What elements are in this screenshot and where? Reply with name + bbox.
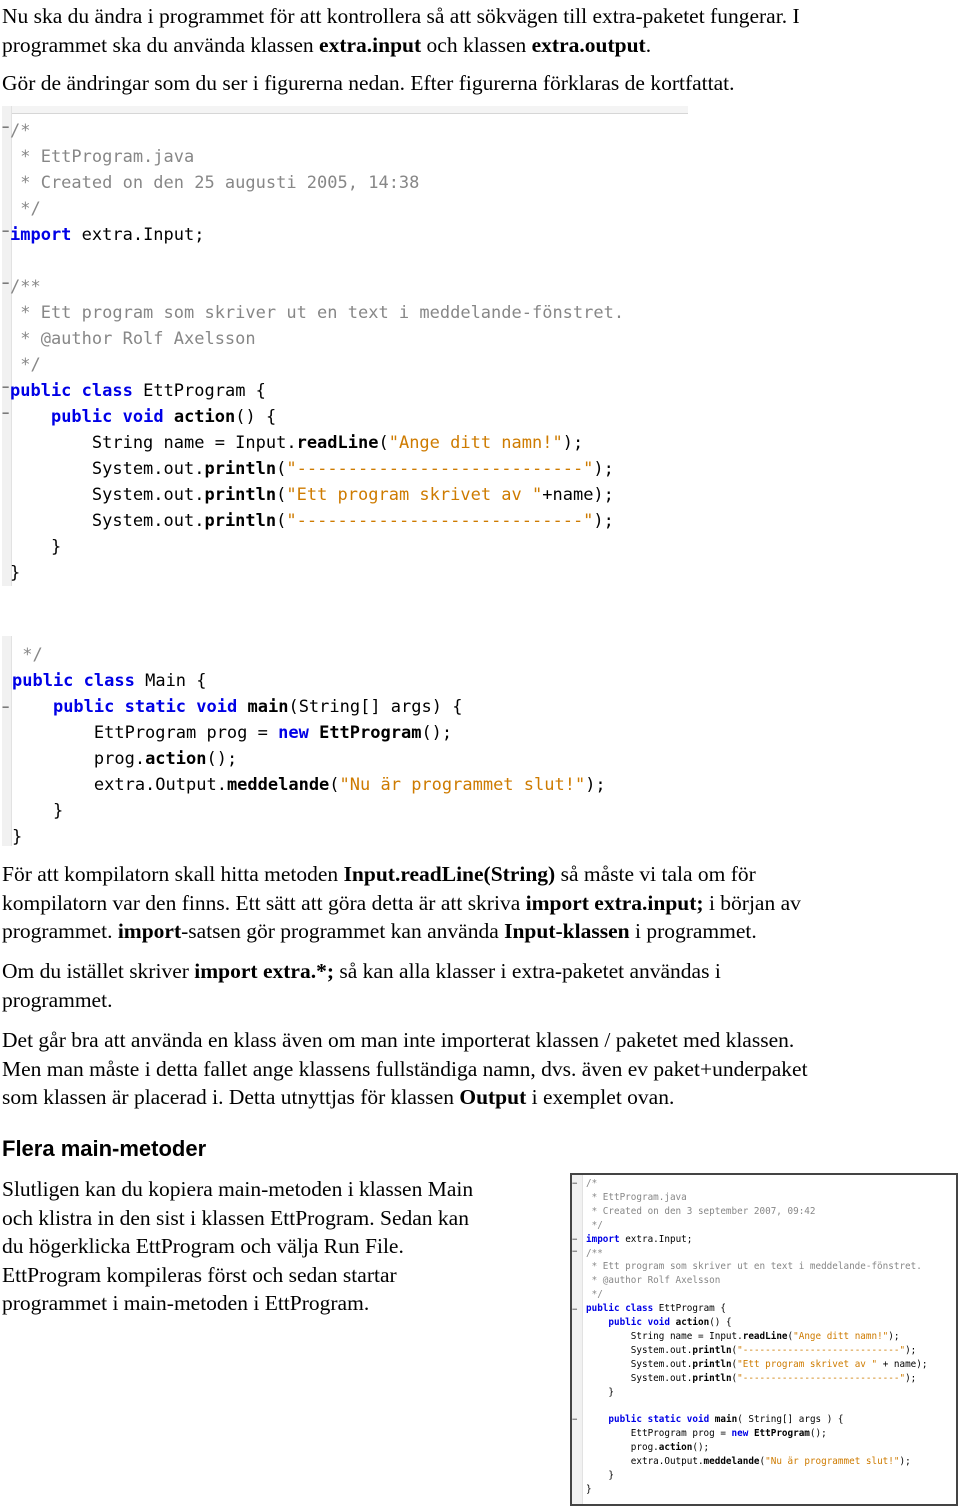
code-line: prog.action();: [12, 749, 238, 769]
fold-marker-icon: −: [572, 1247, 578, 1257]
code-screenshot-main: [2, 636, 662, 846]
fold-marker-icon: −: [2, 120, 10, 134]
code-line: import extra.Input;: [10, 225, 205, 245]
editor-ruler: [2, 106, 688, 114]
code-line: * Created on den 25 augusti 2005, 14:38: [10, 173, 420, 193]
code-screenshot-ettprogram: [2, 106, 688, 586]
code-line: }: [10, 537, 62, 557]
code-line: EttProgram prog = new EttProgram();: [586, 1428, 827, 1440]
code-line: System.out.println("Ett program skrivet av "+name);: [10, 485, 614, 505]
explain-paragraph-2: [2, 957, 952, 1014]
code-line: * Ett program som skriver ut en text i meddelande-fönstret.: [586, 1261, 922, 1273]
code-line: * EttProgram.java: [10, 147, 195, 167]
code-line: import extra.Input;: [586, 1233, 693, 1245]
code-line: /**: [586, 1247, 603, 1259]
code-line: */: [10, 355, 41, 375]
fold-marker-icon: −: [2, 224, 10, 238]
fold-marker-icon: −: [572, 1415, 578, 1425]
code-line: public static void main(String[] args) {: [52, 697, 463, 717]
section-heading: Flera main-metoder: [2, 1136, 207, 1161]
fold-marker-icon: −: [2, 406, 10, 420]
intro-line2-text: programmet ska du använda klassen: [2, 32, 320, 57]
intro-line1: Nu ska du ändra i programmet för att kontrollera så att sökvägen till extra-paketet fungerar. I: [2, 4, 800, 28]
code-line: /*: [10, 121, 31, 141]
code-line: */: [586, 1289, 603, 1301]
fold-marker-icon: −: [572, 1235, 578, 1245]
code-line: public class EttProgram {: [586, 1303, 726, 1315]
explain-class: Input-klassen: [504, 919, 630, 943]
explain-import-wildcard: import extra.*;: [194, 959, 334, 983]
explain-text: i exemplet ovan.: [526, 1085, 675, 1109]
code-line: System.out.println("----------------------------");: [586, 1344, 917, 1356]
code-line: /*: [586, 1178, 598, 1189]
explain-import: import extra.input;: [525, 890, 704, 915]
explain-paragraph-1: [2, 860, 952, 946]
code-line: */: [10, 199, 41, 219]
intro-paragraph: [2, 2, 952, 59]
code-line: */: [12, 645, 43, 665]
code-screenshot-combined: [570, 1173, 958, 1506]
code-line: public class EttProgram {: [10, 381, 266, 401]
code-line: }: [586, 1469, 614, 1481]
explain-keyword: import: [117, 919, 182, 943]
code-line: public static void main( String[] args ) {: [608, 1414, 844, 1426]
code-line: }: [12, 801, 64, 821]
section-body-line: EttProgram kompileras först och sedan startar: [2, 1262, 397, 1287]
section-body-line: du högerklicka EttProgram och välja Run File.: [2, 1234, 404, 1258]
code-line: }: [586, 1386, 614, 1398]
fold-marker-icon: −: [572, 1305, 578, 1315]
section-body-line: och klistra in den sist i klassen EttProgram. Sedan kan: [2, 1205, 469, 1230]
code-line: System.out.println("----------------------------");: [10, 459, 614, 479]
class-name-output: extra.output: [531, 32, 646, 57]
explain-text: i början av: [703, 890, 801, 915]
explain-text: För att kompilatorn skall hitta metoden: [2, 862, 344, 886]
explain-text: Om du istället skriver: [2, 959, 195, 983]
fold-marker-icon: −: [2, 276, 10, 290]
class-name-input: extra.input: [319, 32, 422, 57]
code-line: * @author Rolf Axelsson: [10, 329, 256, 349]
code-line: */: [586, 1219, 603, 1231]
code-line: System.out.println("----------------------------");: [586, 1372, 917, 1384]
explain-paragraph-3: [2, 1026, 952, 1112]
explain-text: i programmet.: [629, 919, 757, 943]
intro-line2-text2: och klassen: [421, 32, 532, 57]
code-line: * @author Rolf Axelsson: [586, 1275, 721, 1287]
fold-marker-icon: −: [2, 700, 10, 714]
explain-text: så måste vi tala om för: [555, 862, 756, 886]
intro-line3: Gör de ändringar som du ser i figurerna nedan. Efter figurerna förklaras de kortfattat.: [2, 71, 735, 95]
intro-line2-period: .: [645, 32, 652, 57]
code-line: public void action() {: [50, 407, 277, 427]
code-line: extra.Output.meddelande("Nu är programmet slut!");: [586, 1456, 911, 1467]
explain-text: så kan alla klasser i extra-paketet användas i: [333, 959, 721, 983]
code-line: prog.action();: [586, 1442, 710, 1454]
explain-text: programmet.: [2, 987, 113, 1012]
code-line: /**: [10, 277, 41, 297]
code-line: }: [10, 563, 21, 583]
explain-text: kompilatorn var den finns. Ett sätt att göra detta är att skriva: [2, 890, 526, 915]
explain-text: -satsen gör programmet kan använda: [181, 919, 505, 943]
section-body: [2, 1175, 562, 1318]
code-line: extra.Output.meddelande("Nu är programmet slut!");: [12, 775, 606, 795]
code-line: String name = Input.readLine("Ange ditt namn!");: [10, 433, 584, 453]
code-line: }: [12, 827, 23, 846]
code-line: public void action() {: [608, 1317, 732, 1328]
code-line: System.out.println("----------------------------");: [10, 511, 614, 531]
explain-text: Men man måste i detta fallet ange klassens fullständiga namn, dvs. även ev paket+underpaket: [2, 1056, 808, 1081]
section-body-line: Slutligen kan du kopiera main-metoden i klassen Main: [2, 1177, 474, 1201]
section-body-line: programmet i main-metoden i EttProgram.: [2, 1291, 370, 1315]
code-line: * Ett program som skriver ut en text i meddelande-fönstret.: [10, 303, 625, 323]
code-line: * EttProgram.java: [586, 1191, 687, 1203]
editor-gutter: [2, 636, 12, 846]
code-line: EttProgram prog = new EttProgram();: [12, 723, 453, 743]
code-line: System.out.println("Ett program skrivet av " + name);: [586, 1358, 928, 1370]
editor-gutter: [572, 1175, 583, 1504]
explain-text: Det går bra att använda en klass även om man inte importerat klassen / paketet med klassen.: [2, 1028, 795, 1052]
explain-method: Input.readLine(String): [343, 862, 556, 886]
code-line: public class Main {: [12, 671, 207, 691]
explain-output-class: Output: [459, 1085, 527, 1109]
explain-text: som klassen är placerad i. Detta utnyttjas för klassen: [2, 1085, 460, 1109]
code-line: * Created on den 3 september 2007, 09:42: [586, 1205, 816, 1217]
fold-marker-icon: −: [2, 380, 10, 394]
fold-marker-icon: −: [572, 1179, 578, 1189]
explain-text: programmet.: [2, 919, 118, 943]
code-line: }: [586, 1483, 592, 1495]
code-line: String name = Input.readLine("Ange ditt namn!");: [586, 1330, 900, 1342]
